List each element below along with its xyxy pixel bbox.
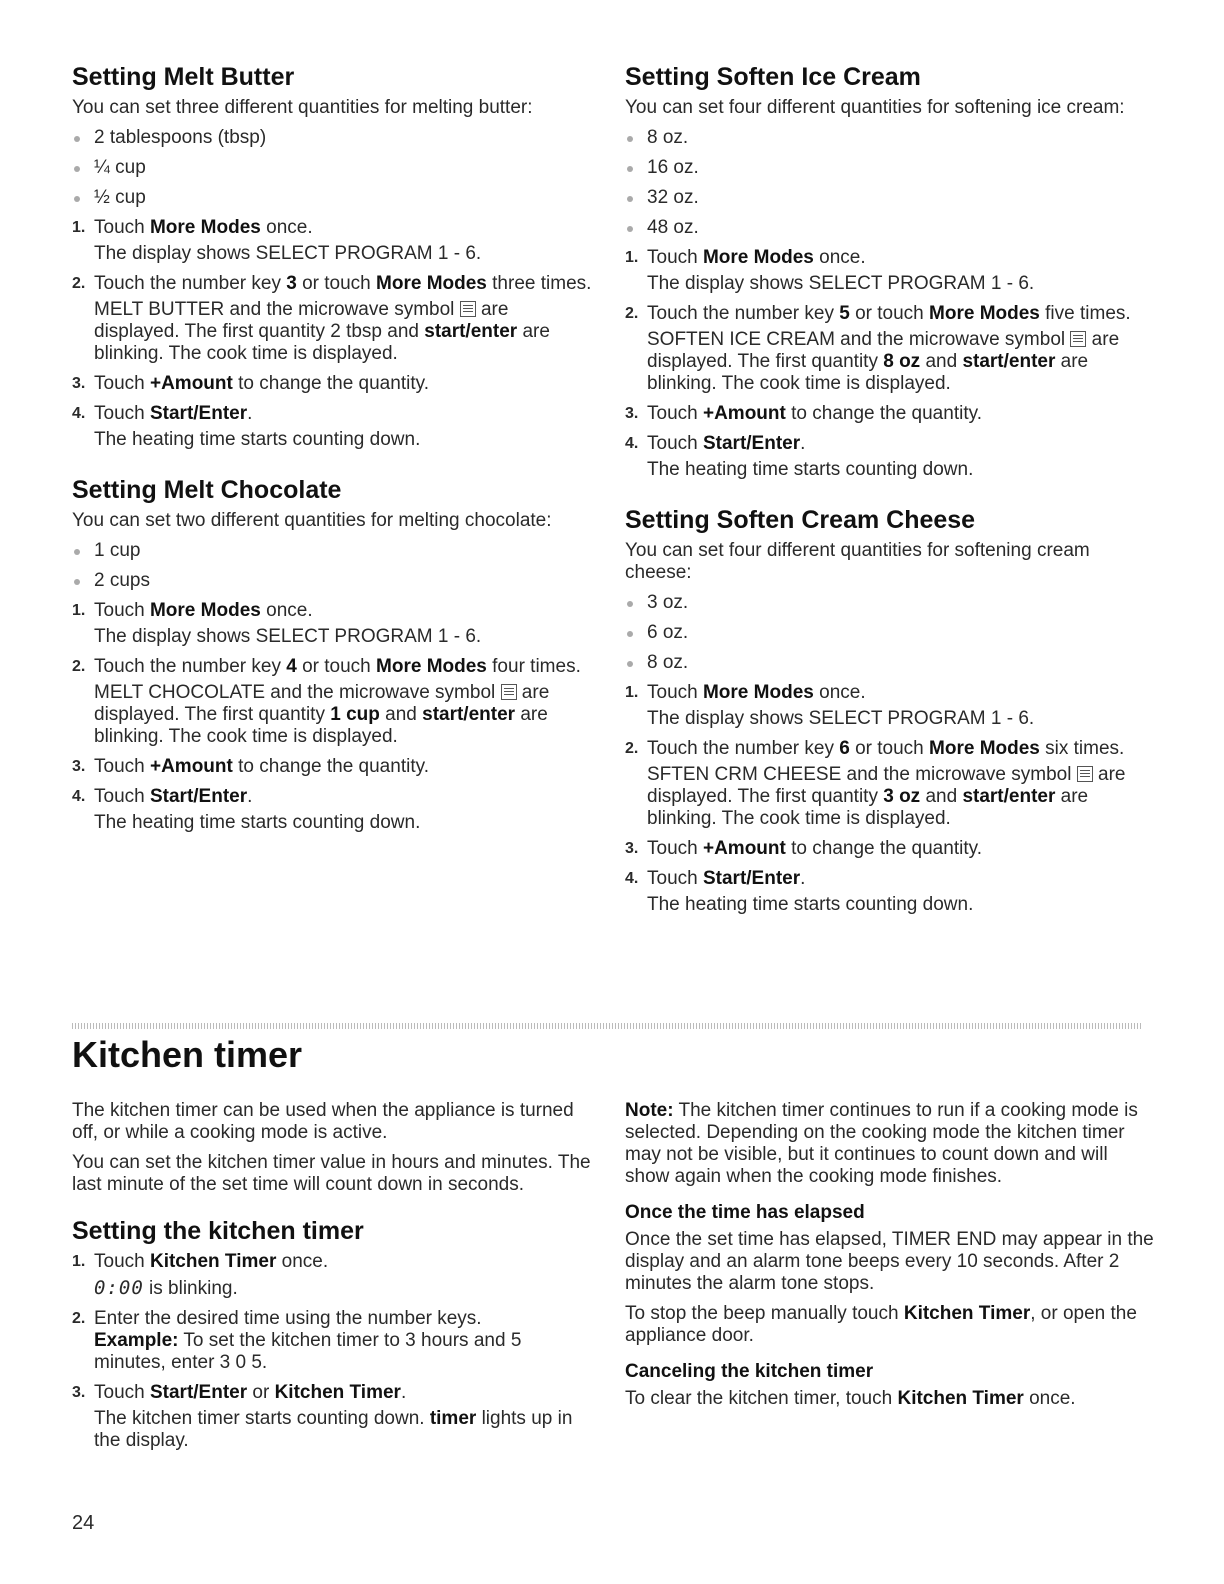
step-description: The heating time starts counting down. xyxy=(94,429,421,450)
step-3: 3. Touch +Amount to change the quantity. xyxy=(72,756,429,777)
melt-chocolate-intro: You can set two different quantities for melting chocolate: xyxy=(72,510,552,531)
step-4: 4. Touch Start/Enter. The heating time starts counting down. xyxy=(72,786,594,834)
step-description: The heating time starts counting down. xyxy=(647,894,974,915)
list-item: 16 oz. xyxy=(625,157,1155,179)
step-1: 1. Touch More Modes once. The display shows SELECT PROGRAM 1 - 6. xyxy=(625,247,1155,295)
melt-butter-heading: Setting Melt Butter xyxy=(72,63,295,91)
page-number: 24 xyxy=(72,1512,95,1534)
step-description: The display shows SELECT PROGRAM 1 - 6. xyxy=(94,626,482,647)
section-divider xyxy=(72,1023,1142,1029)
step-2: 2. Enter the desired time using the number keys. Example: To set the kitchen timer to 3 hours and 5 minutes, enter 3 0 5. xyxy=(72,1308,522,1373)
note-paragraph: Note: The kitchen timer continues to run if a cooking mode is selected. Depending on the cooking mode the kitchen timer may not be visible, but it continues to count down and will show again when the cooking mode finishes. xyxy=(625,1100,1138,1187)
step-3: 3. Touch +Amount to change the quantity. xyxy=(625,838,982,859)
step-description: MELT BUTTER and the microwave symbol are displayed. The first quantity 2 tbsp and start/enter are blinking. The cook time is displayed. xyxy=(94,299,550,364)
soften-ice-cream-intro: You can set four different quantities for softening ice cream: xyxy=(625,97,1125,118)
melt-butter-quantities xyxy=(72,127,594,209)
list-item: 6 oz. xyxy=(625,622,1155,644)
step-3: 3. Touch Start/Enter or Kitchen Timer. The kitchen timer starts counting down. timer lights up in the display. xyxy=(72,1382,594,1452)
step-3: 3. Touch +Amount to change the quantity. xyxy=(72,373,429,394)
time-elapsed-text: Once the set time has elapsed, TIMER END may appear in the display and an alarm tone beeps every 10 seconds. After 2 minutes the alarm tone stops. xyxy=(625,1228,1154,1294)
list-item: ¼ cup xyxy=(72,157,594,179)
soften-cream-cheese-intro: You can set four different quantities for softening cream cheese: xyxy=(625,540,1090,583)
melt-chocolate-heading: Setting Melt Chocolate xyxy=(72,476,342,504)
soften-cream-cheese-heading: Setting Soften Cream Cheese xyxy=(625,506,976,534)
microwave-symbol-icon xyxy=(501,684,517,700)
canceling-timer-text: To clear the kitchen timer, touch Kitchen Timer once. xyxy=(625,1387,1076,1409)
step-2: 2. Touch the number key 5 or touch More Modes five times. SOFTEN ICE CREAM and the microwave symbol are displayed. The first quantity 8 oz and start/enter are blinking. The cook time is displayed. xyxy=(625,303,1155,395)
step-description: The heating time starts counting down. xyxy=(94,812,421,833)
step-4: 4. Touch Start/Enter. The heating time starts counting down. xyxy=(72,403,594,451)
canceling-timer-heading: Canceling the kitchen timer xyxy=(625,1360,874,1382)
step-description: The display shows SELECT PROGRAM 1 - 6. xyxy=(647,273,1035,294)
chapter-title: Kitchen timer xyxy=(72,1034,303,1075)
melt-butter-intro: You can set three different quantities for melting butter: xyxy=(72,97,533,118)
list-item: ½ cup xyxy=(72,187,594,209)
kitchen-timer-intro-2: You can set the kitchen timer value in hours and minutes. The last minute of the set time will count down in seconds. xyxy=(72,1152,591,1195)
melt-chocolate-quantities xyxy=(72,540,594,592)
step-description: SFTEN CRM CHEESE and the microwave symbol are displayed. The first quantity 3 oz and start/enter are blinking. The cook time is displayed. xyxy=(647,764,1126,829)
right-column xyxy=(625,62,1155,924)
soften-ice-cream-heading: Setting Soften Ice Cream xyxy=(625,63,921,91)
step-description: 0:00 is blinking. xyxy=(94,1277,238,1299)
list-item: 32 oz. xyxy=(625,187,1155,209)
step-2: 2. Touch the number key 4 or touch More Modes four times. MELT CHOCOLATE and the microwave symbol are displayed. The first quantity 1 cup and start/enter are blinking. The cook time is displayed. xyxy=(72,656,594,748)
list-item: 8 oz. xyxy=(625,127,1155,149)
time-elapsed-heading: Once the time has elapsed xyxy=(625,1202,865,1223)
list-item: 3 oz. xyxy=(625,592,1155,614)
list-item: 1 cup xyxy=(72,540,594,562)
step-description: SOFTEN ICE CREAM and the microwave symbol are displayed. The first quantity 8 oz and start/enter are blinking. The cook time is displayed. xyxy=(647,329,1120,394)
step-description: The kitchen timer starts counting down. timer lights up in the display. xyxy=(94,1408,573,1451)
step-description: The display shows SELECT PROGRAM 1 - 6. xyxy=(94,243,482,264)
timer-display-readout: 0:00 xyxy=(94,1277,144,1299)
list-item: 2 tablespoons (tbsp) xyxy=(72,127,594,149)
step-1: 1. Touch Kitchen Timer once. 0:00 is blinking. xyxy=(72,1251,594,1300)
soften-cream-cheese-steps xyxy=(625,682,1155,916)
step-2: 2. Touch the number key 6 or touch More Modes six times. SFTEN CRM CHEESE and the microwave symbol are displayed. The first quantity 3 oz and start/enter are blinking. The cook time is displayed. xyxy=(625,738,1155,830)
kitchen-timer-steps xyxy=(72,1251,594,1452)
soften-ice-cream-quantities xyxy=(625,127,1155,239)
step-description: MELT CHOCOLATE and the microwave symbol are displayed. The first quantity 1 cup and start/enter are blinking. The cook time is displayed. xyxy=(94,682,550,747)
step-2: 2. Touch the number key 3 or touch More Modes three times. MELT BUTTER and the microwave symbol are displayed. The first quantity 2 tbsp and start/enter are blinking. The cook time is displayed. xyxy=(72,273,594,365)
list-item: 8 oz. xyxy=(625,652,1155,674)
kitchen-timer-right-column xyxy=(625,1100,1155,1418)
stop-beep-text: To stop the beep manually touch Kitchen Timer, or open the appliance door. xyxy=(625,1302,1137,1346)
melt-chocolate-steps xyxy=(72,600,594,834)
melt-butter-steps xyxy=(72,217,594,451)
list-item: 48 oz. xyxy=(625,217,1155,239)
soften-cream-cheese-quantities xyxy=(625,592,1155,674)
microwave-symbol-icon xyxy=(1070,331,1086,347)
step-description: The heating time starts counting down. xyxy=(647,459,974,480)
step-description: The display shows SELECT PROGRAM 1 - 6. xyxy=(647,708,1035,729)
kitchen-timer-intro-1: The kitchen timer can be used when the appliance is turned off, or while a cooking mode is active. xyxy=(72,1100,574,1143)
soften-ice-cream-steps xyxy=(625,247,1155,481)
step-3: 3. Touch +Amount to change the quantity. xyxy=(625,403,982,424)
step-1: 1. Touch More Modes once. The display shows SELECT PROGRAM 1 - 6. xyxy=(625,682,1155,730)
microwave-symbol-icon xyxy=(1077,766,1093,782)
microwave-symbol-icon xyxy=(460,301,476,317)
step-4: 4. Touch Start/Enter. The heating time starts counting down. xyxy=(625,868,1155,916)
list-item: 2 cups xyxy=(72,570,594,592)
kitchen-timer-left-column xyxy=(72,1100,594,1460)
setting-kitchen-timer-heading: Setting the kitchen timer xyxy=(72,1217,364,1245)
step-1: 1. Touch More Modes once. The display shows SELECT PROGRAM 1 - 6. xyxy=(72,217,594,265)
step-1: 1. Touch More Modes once. The display shows SELECT PROGRAM 1 - 6. xyxy=(72,600,594,648)
step-4: 4. Touch Start/Enter. The heating time starts counting down. xyxy=(625,433,1155,481)
left-column xyxy=(72,62,594,842)
